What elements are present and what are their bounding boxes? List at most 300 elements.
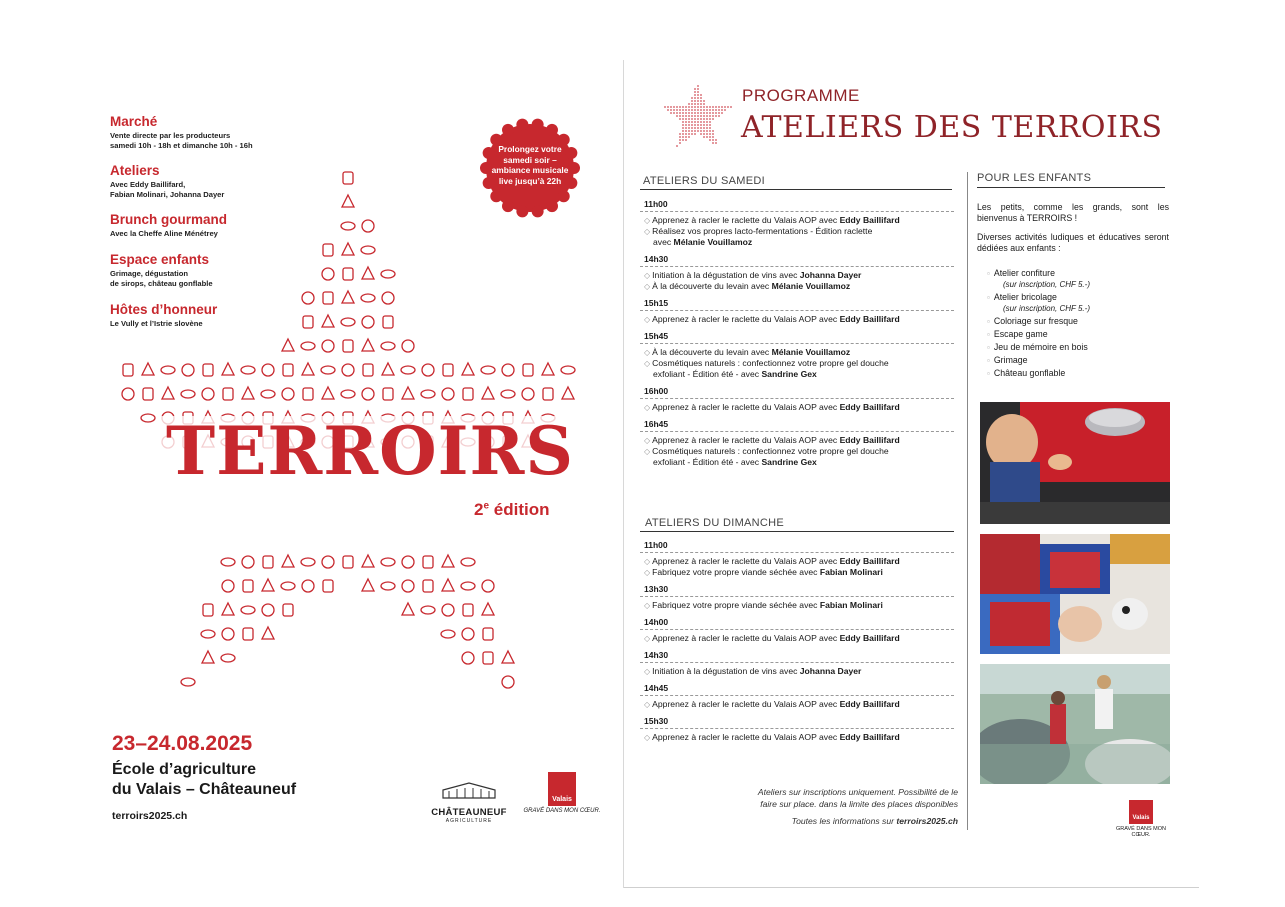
- workshop-host: Eddy Baillifard: [839, 435, 900, 445]
- section-title: Marché: [110, 114, 158, 129]
- food-icon: [462, 628, 474, 640]
- food-icon: [263, 556, 273, 568]
- food-icon: [262, 604, 274, 616]
- section-line: Avec Eddy Baillifard,: [110, 180, 186, 189]
- workshop-item: [640, 446, 954, 468]
- food-icon: [442, 579, 454, 591]
- food-icon: [482, 603, 494, 615]
- slot-time: 14h45: [644, 683, 669, 693]
- food-icon: [281, 582, 295, 590]
- food-icon: [442, 555, 454, 567]
- food-icon: [243, 580, 253, 592]
- slot-divider: [640, 431, 954, 432]
- activity-icon: ▫: [987, 343, 990, 352]
- food-icon: [282, 388, 294, 400]
- food-icon: [442, 388, 454, 400]
- slot-divider: [640, 596, 954, 597]
- food-icon: [402, 387, 414, 399]
- slot-divider: [640, 728, 954, 729]
- time-slot: [640, 198, 954, 253]
- food-icon: [241, 606, 255, 614]
- food-icon: [463, 388, 473, 400]
- food-icon: [461, 558, 475, 566]
- workshop-text: À la découverte du levain avec: [652, 347, 772, 357]
- kids-section: [977, 172, 1169, 381]
- valais-logo-small: [1106, 800, 1176, 838]
- slot-divider: [640, 662, 954, 663]
- food-icon: [322, 556, 334, 568]
- food-icon: [341, 390, 355, 398]
- knife-icon: ◇: [644, 634, 651, 643]
- workshop-text: exfoliant - Édition été - avec: [653, 369, 762, 379]
- photo-bouncy-castle: [980, 664, 1170, 784]
- food-icon: [143, 388, 153, 400]
- food-icon: [402, 580, 414, 592]
- food-icon: [362, 339, 374, 351]
- section-text: [110, 131, 370, 151]
- valais-tagline: GRAVÉ DANS MON CŒUR.: [523, 808, 601, 814]
- workshop-item: [640, 435, 954, 446]
- workshop-item: [640, 215, 954, 226]
- workshop-text: Cosmétiques naturels : confectionnez votre propre gel douche: [652, 446, 889, 456]
- workshop-host: Eddy Baillifard: [839, 732, 900, 742]
- slot-time: 15h30: [644, 716, 669, 726]
- food-icon: [462, 363, 474, 375]
- food-icon: [322, 387, 334, 399]
- section-title: Hôtes d’honneur: [110, 302, 218, 317]
- slot-time: 15h15: [644, 298, 669, 308]
- workshop-text: Fabriquez votre propre viande séchée avec: [652, 600, 820, 610]
- workshop-item: [640, 732, 954, 743]
- section-title: Espace enfants: [110, 252, 210, 267]
- food-icon: [501, 390, 515, 398]
- workshop-host: Mélanie Vouillamoz: [771, 281, 851, 291]
- time-slot: [640, 649, 954, 682]
- workshop-text: Apprenez à racler le raclette du Valais AOP avec: [652, 435, 840, 445]
- slot-time: 16h45: [644, 419, 669, 429]
- badge-line: samedi soir –: [503, 154, 557, 165]
- food-icon: [181, 678, 195, 686]
- slot-time: 11h00: [644, 540, 668, 550]
- kids-header: POUR LES ENFANTS: [977, 172, 1092, 184]
- workshop-host: Johanna Dayer: [799, 270, 862, 280]
- section-line: samedi 10h - 18h et dimanche 10h - 16h: [110, 141, 253, 150]
- activity-label: Escape game: [993, 329, 1048, 339]
- food-icon: [343, 340, 353, 352]
- info-prefix: Toutes les informations sur: [791, 816, 897, 826]
- food-icon: [222, 580, 234, 592]
- food-icon: [262, 627, 274, 639]
- food-icon: [302, 363, 314, 375]
- food-icon: [523, 364, 533, 376]
- food-icon: [483, 652, 493, 664]
- workshop-host: Eddy Baillifard: [839, 314, 900, 324]
- slot-time: 11h00: [644, 199, 668, 209]
- food-icon: [402, 603, 414, 615]
- food-icon: [381, 270, 395, 278]
- knife-icon: ◇: [644, 557, 651, 566]
- workshop-host: Johanna Dayer: [799, 666, 862, 676]
- knife-icon: ◇: [644, 403, 651, 412]
- food-icon: [301, 342, 315, 350]
- chateauneuf-logo: [430, 780, 508, 824]
- section-line: Fabian Molinari, Johanna Dayer: [110, 190, 225, 199]
- food-icon: [362, 316, 374, 328]
- food-icon: [322, 268, 334, 280]
- kids-activity: [987, 316, 1169, 327]
- programme-label: PROGRAMME: [742, 86, 860, 105]
- food-icon: [362, 579, 374, 591]
- food-icon: [362, 267, 374, 279]
- food-icon: [382, 363, 394, 375]
- time-slot: [640, 330, 954, 385]
- activity-label: Château gonflable: [993, 368, 1066, 378]
- food-icon: [201, 630, 215, 638]
- food-icon: [222, 603, 234, 615]
- food-icon: [161, 366, 175, 374]
- knife-icon: ◇: [644, 315, 651, 324]
- slot-time: 13h30: [644, 584, 669, 594]
- badge-line: ambiance musicale: [491, 165, 569, 175]
- food-icon: [323, 580, 333, 592]
- food-icon: [423, 580, 433, 592]
- food-icon: [261, 390, 275, 398]
- edition-suffix: e: [483, 500, 490, 512]
- workshop-item: [640, 314, 954, 325]
- workshop-item: [640, 281, 954, 292]
- kids-activity: [987, 342, 1169, 353]
- knife-icon: ◇: [644, 733, 651, 742]
- meat-icon: ◇: [644, 568, 651, 577]
- food-icon: [482, 387, 494, 399]
- workshop-host: Eddy Baillifard: [839, 402, 900, 412]
- food-icon: [181, 390, 195, 398]
- food-icon: [442, 604, 454, 616]
- activity-note: (sur inscription, CHF 5.-): [1003, 304, 1090, 313]
- food-icon: [562, 387, 574, 399]
- workshop-host: Eddy Baillifard: [839, 215, 900, 225]
- food-icon: [381, 342, 395, 350]
- workshop-text: Apprenez à racler le raclette du Valais AOP avec: [652, 402, 840, 412]
- workshop-text: Fabriquez votre propre viande séchée avec: [652, 567, 820, 577]
- section-line: Vente directe par les producteurs: [110, 131, 231, 140]
- food-icon: [463, 604, 473, 616]
- time-slot: [640, 253, 954, 297]
- food-icon: [243, 628, 253, 640]
- workshop-host: Mélanie Vouillamoz: [673, 237, 753, 247]
- food-icon: [542, 363, 554, 375]
- valais-name: Valais: [1132, 815, 1150, 821]
- slot-divider: [640, 310, 954, 311]
- workshop-item: [640, 358, 954, 380]
- programme-title: ATELIERS DES TERROIRS: [741, 110, 1163, 145]
- sunday-rule: [640, 531, 954, 532]
- food-icon: [221, 654, 235, 662]
- slot-divider: [640, 629, 954, 630]
- section-line: Avec la Cheffe Aline Ménétrey: [110, 229, 218, 238]
- food-icon: [421, 390, 435, 398]
- food-icon: [341, 222, 355, 230]
- page-bottom-edge: [624, 887, 1199, 888]
- food-icon: [462, 652, 474, 664]
- activity-icon: ▫: [987, 317, 990, 326]
- edition-word: édition: [493, 500, 550, 519]
- time-slot: [640, 715, 954, 748]
- food-icon: [223, 388, 233, 400]
- slot-divider: [640, 695, 954, 696]
- time-slot: [640, 616, 954, 649]
- left-page: [60, 60, 615, 880]
- food-icon: [322, 340, 334, 352]
- food-icon: [222, 628, 234, 640]
- valais-flag-icon: [1129, 800, 1153, 824]
- food-icon: [362, 220, 374, 232]
- workshop-host: Eddy Baillifard: [839, 556, 900, 566]
- food-icon: [203, 604, 213, 616]
- activity-note: (sur inscription, CHF 5.-): [1003, 280, 1090, 289]
- workshop-host: Sandrine Gex: [761, 457, 817, 467]
- workshop-text: Cosmétiques naturels : confectionnez votre propre gel douche: [652, 358, 889, 368]
- saturday-schedule: [640, 198, 954, 473]
- activity-label: Coloriage sur fresque: [993, 316, 1078, 326]
- food-icon: [123, 364, 133, 376]
- food-icon: [342, 364, 354, 376]
- food-icon: [362, 555, 374, 567]
- soap-icon: ◇: [644, 359, 651, 368]
- food-icon: [443, 364, 453, 376]
- edition-number: 2: [474, 500, 484, 519]
- activity-label: Atelier confiture: [993, 268, 1055, 278]
- workshop-item: [640, 600, 954, 611]
- food-icon: [342, 291, 354, 303]
- workshop-text: Apprenez à racler le raclette du Valais AOP avec: [652, 314, 840, 324]
- sunday-schedule: [640, 539, 954, 748]
- food-icon: [402, 340, 414, 352]
- time-slot: [640, 539, 954, 583]
- time-slot: [640, 385, 954, 418]
- kids-activity: [987, 268, 1169, 290]
- saturday-rule: [640, 189, 952, 190]
- food-icon: [162, 387, 174, 399]
- food-icon: [381, 558, 395, 566]
- food-icon: [543, 388, 553, 400]
- time-slot: [640, 682, 954, 715]
- food-icon: [561, 366, 575, 374]
- food-icon: [383, 388, 393, 400]
- jar-icon: ◇: [644, 227, 651, 236]
- section-title: Brunch gourmand: [110, 212, 227, 227]
- food-icon: [343, 268, 353, 280]
- slot-time: 14h30: [644, 650, 669, 660]
- workshop-text: Apprenez à racler le raclette du Valais AOP avec: [652, 556, 840, 566]
- food-icon: [221, 558, 235, 566]
- kids-rule: [977, 187, 1165, 188]
- workshop-host: Fabian Molinari: [819, 600, 883, 610]
- food-icon: [303, 388, 313, 400]
- food-icon: [361, 294, 375, 302]
- page-fold: [623, 60, 624, 888]
- slot-divider: [640, 552, 954, 553]
- workshop-host: Fabian Molinari: [819, 567, 883, 577]
- food-icon: [522, 388, 534, 400]
- food-icon: [242, 556, 254, 568]
- edition-label: [474, 500, 549, 520]
- food-icon: [502, 364, 514, 376]
- food-icon: [323, 292, 333, 304]
- workshop-item: [640, 633, 954, 644]
- event-date: 23–24.08.2025: [112, 732, 253, 755]
- food-icon: [202, 651, 214, 663]
- activity-icon: ▫: [987, 356, 990, 365]
- food-icon: [402, 556, 414, 568]
- chateauneuf-sub: AGRICULTURE: [445, 818, 493, 824]
- workshop-item: [640, 666, 954, 677]
- slot-divider: [640, 211, 954, 212]
- food-icon: [342, 243, 354, 255]
- food-icon: [343, 556, 353, 568]
- knife-icon: ◇: [644, 216, 651, 225]
- kids-activity: [987, 355, 1169, 366]
- food-icon: [381, 582, 395, 590]
- food-icon: [441, 630, 455, 638]
- food-icon: [461, 582, 475, 590]
- note-line-2: faire sur place. dans la limite des places disponibles: [760, 799, 958, 809]
- kids-activity: [987, 329, 1169, 340]
- food-icon: [302, 292, 314, 304]
- workshop-host: Sandrine Gex: [761, 369, 817, 379]
- food-icon: [122, 388, 134, 400]
- kids-intro: Les petits, comme les grands, sont les bienvenus à TERROIRS !: [977, 202, 1169, 223]
- food-icon: [423, 556, 433, 568]
- kids-activity-list: [987, 268, 1169, 379]
- workshop-host: Eddy Baillifard: [839, 699, 900, 709]
- info-line: [690, 816, 958, 826]
- slot-time: 16h00: [644, 386, 669, 396]
- website-link[interactable]: terroirs2025.ch: [112, 810, 188, 822]
- badge-line: live jusqu’à 22h: [498, 175, 562, 186]
- food-icon: [141, 414, 155, 422]
- workshop-item: [640, 567, 954, 578]
- food-icon: [342, 195, 354, 207]
- saturday-header: ATELIERS DU SAMEDI: [643, 175, 765, 187]
- food-icon: [282, 555, 294, 567]
- activity-icon: ▫: [987, 269, 990, 278]
- food-icon: [203, 364, 213, 376]
- activity-label: Grimage: [993, 355, 1028, 365]
- venue-line-2: du Valais – Châteauneuf: [112, 781, 297, 798]
- food-icon: [182, 364, 194, 376]
- food-icon: [262, 364, 274, 376]
- event-title: TERROIRS: [160, 416, 580, 486]
- badge-line: Prolongez votre: [498, 144, 562, 154]
- soap-icon: ◇: [644, 447, 651, 456]
- info-website-link[interactable]: terroirs2025.ch: [896, 816, 958, 826]
- workshop-item: [640, 556, 954, 567]
- workshop-text: Initiation à la dégustation de vins avec: [652, 270, 800, 280]
- glass-icon: ◇: [644, 271, 651, 280]
- activity-icon: ▫: [987, 293, 990, 302]
- activity-icon: ▫: [987, 330, 990, 339]
- food-icon: [301, 558, 315, 566]
- slot-divider: [640, 266, 954, 267]
- sunday-header: ATELIERS DU DIMANCHE: [645, 517, 785, 529]
- food-icon: [422, 364, 434, 376]
- note-line-1: Ateliers sur inscriptions uniquement. Possibilité de le: [757, 787, 958, 797]
- food-icon: [383, 316, 393, 328]
- food-icon: [502, 676, 514, 688]
- workshop-text: avec: [653, 237, 674, 247]
- dotted-star-icon: [662, 76, 732, 156]
- workshop-item: [640, 347, 954, 358]
- kids-activity: [987, 292, 1169, 314]
- workshop-item: [640, 270, 954, 281]
- section-line: de sirops, château gonflable: [110, 279, 213, 288]
- slot-time: 14h00: [644, 617, 669, 627]
- venue-line-1: École d’agriculture: [112, 761, 257, 778]
- time-slot: [640, 418, 954, 473]
- glass-icon: ◇: [644, 667, 651, 676]
- workshop-text: À la découverte du levain avec: [652, 281, 772, 291]
- food-icon: [362, 388, 374, 400]
- time-slot: [640, 583, 954, 616]
- slot-time: 15h45: [644, 331, 669, 341]
- food-icon: [322, 315, 334, 327]
- workshop-item: [640, 699, 954, 710]
- workshop-text: Apprenez à racler le raclette du Valais AOP avec: [652, 215, 840, 225]
- food-icon: [482, 580, 494, 592]
- food-icon: [323, 244, 333, 256]
- workshop-text: exfoliant - Édition été - avec: [653, 457, 762, 467]
- workshop-text: Apprenez à racler le raclette du Valais AOP avec: [652, 633, 840, 643]
- food-icon: [283, 364, 293, 376]
- food-icon: [241, 366, 255, 374]
- column-divider: [967, 172, 968, 830]
- food-icon: [382, 292, 394, 304]
- activity-label: Jeu de mémoire en bois: [993, 342, 1088, 352]
- slot-divider: [640, 398, 954, 399]
- photo-child-cooking: [980, 402, 1170, 524]
- workshop-text: Apprenez à racler le raclette du Valais AOP avec: [652, 732, 840, 742]
- food-icon: [283, 604, 293, 616]
- food-icon: [421, 606, 435, 614]
- food-icon: [483, 628, 493, 640]
- kids-description: Diverses activités ludiques et éducatives seront dédiées aux enfants :: [977, 232, 1169, 253]
- food-icon: [502, 651, 514, 663]
- food-icon: [481, 366, 495, 374]
- food-icon: [361, 246, 375, 254]
- workshop-text: Initiation à la dégustation de vins avec: [652, 666, 800, 676]
- slot-time: 14h30: [644, 254, 669, 264]
- food-icon: [282, 339, 294, 351]
- kids-activity: [987, 368, 1169, 379]
- food-icon: [401, 366, 415, 374]
- building-icon: [439, 780, 499, 800]
- section-title: Ateliers: [110, 163, 160, 178]
- food-icon: [341, 318, 355, 326]
- knife-icon: ◇: [644, 436, 651, 445]
- valais-name: Valais: [552, 796, 572, 803]
- workshop-host: Mélanie Vouillamoz: [771, 347, 851, 357]
- food-icon: [303, 316, 313, 328]
- meat-icon: ◇: [644, 601, 651, 610]
- food-icon: [343, 172, 353, 184]
- food-icon: [222, 363, 234, 375]
- activity-icon: ▫: [987, 369, 990, 378]
- food-icon: [262, 579, 274, 591]
- food-icon: [142, 363, 154, 375]
- food-icon: [321, 366, 335, 374]
- chateauneuf-name: CHÂTEAUNEUF: [431, 807, 507, 818]
